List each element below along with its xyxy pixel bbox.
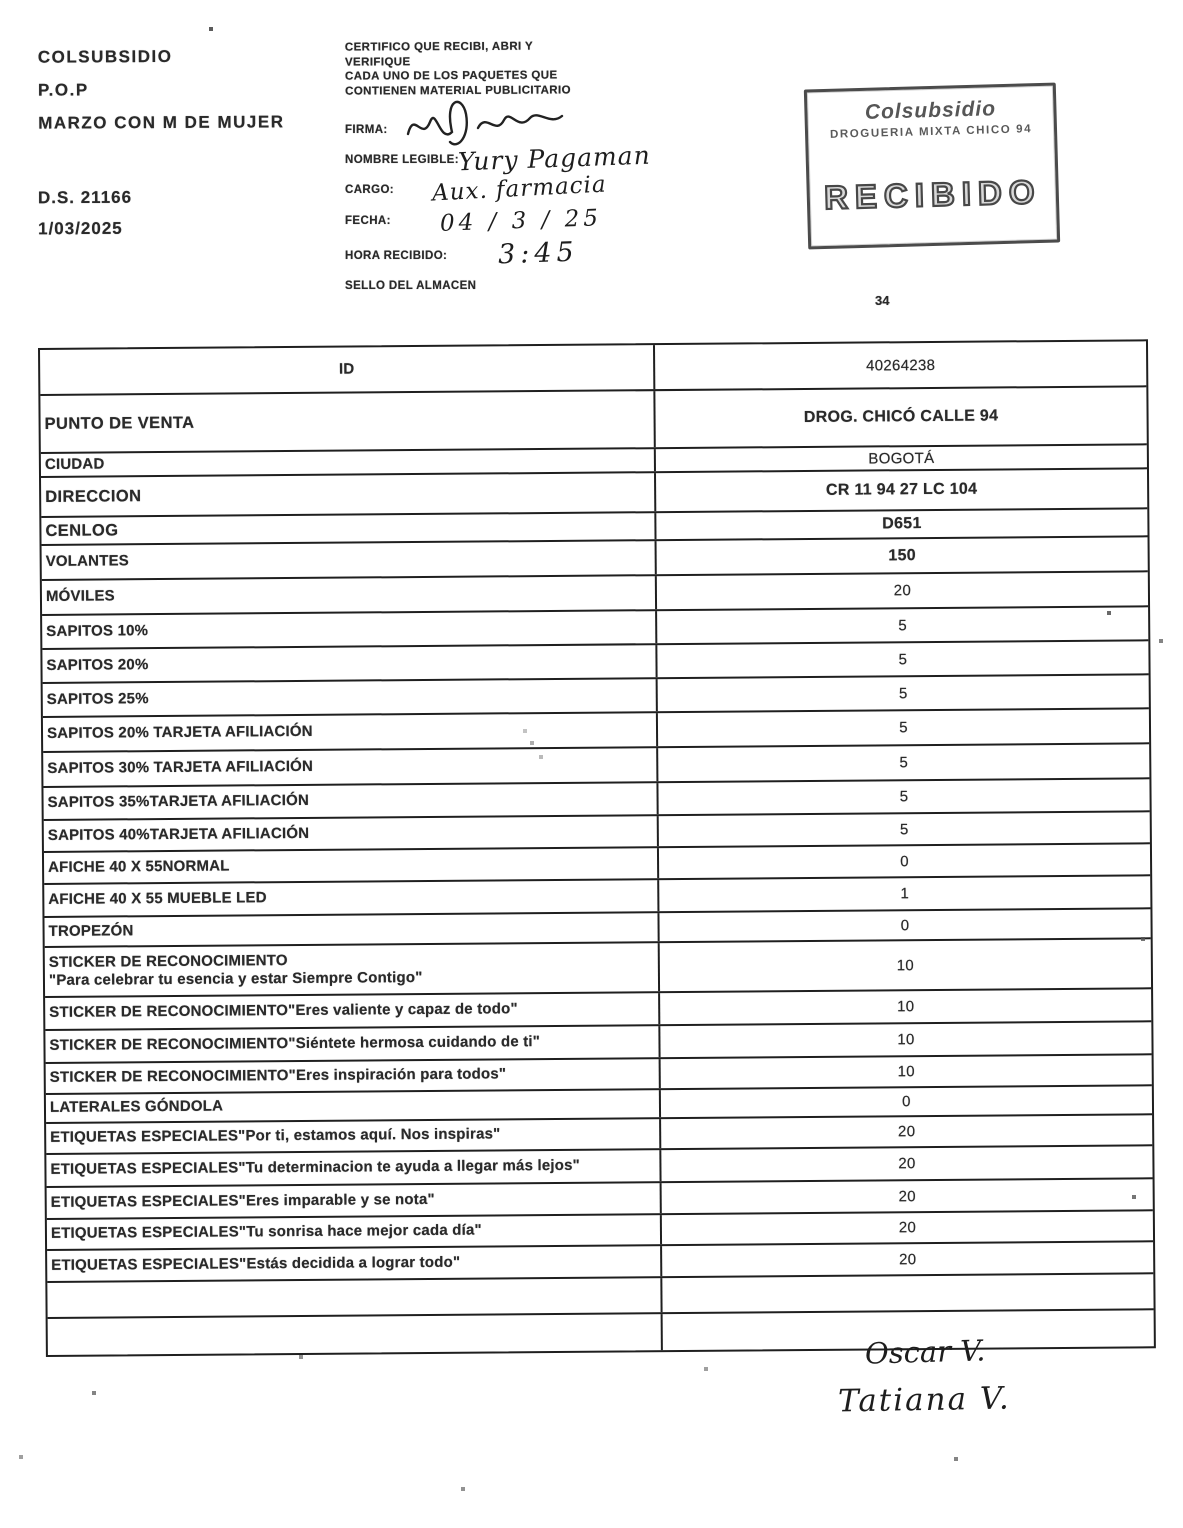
table-row — [40, 387, 1146, 454]
row-label: SAPITOS 40%TARJETA AFILIACIÓN — [44, 816, 659, 851]
row-label: ID — [40, 345, 655, 394]
row-label: CENLOG — [41, 513, 656, 544]
row-label: SAPITOS 25% — [43, 679, 658, 716]
row-value: 10 — [897, 1031, 915, 1049]
row-value: 1 — [900, 885, 910, 903]
row-value: 20 — [893, 582, 912, 600]
row-label: ETIQUETAS ESPECIALES"Tu sonrisa hace mejor cada día" — [47, 1215, 662, 1249]
recibido-stamp — [804, 83, 1060, 250]
row-value: 150 — [888, 546, 917, 564]
page-number: 34 — [875, 293, 890, 308]
stamp-status: RECIBIDO — [823, 172, 1042, 217]
row-label — [47, 1278, 662, 1317]
row-value: 20 — [897, 1123, 916, 1141]
row-value: 10 — [896, 956, 915, 974]
program-header — [38, 39, 285, 139]
row-label — [48, 1314, 663, 1355]
handwritten-name-tatiana: Tatiana V. — [837, 1380, 1012, 1420]
firma-label: FIRMA: — [345, 124, 388, 136]
row-value: D651 — [882, 515, 922, 533]
handwritten-name-oscar: Oscar V. — [864, 1333, 986, 1371]
nombre-legible-handwritten: Yury Pagaman — [457, 140, 652, 177]
stamp-location: DROGUERIA MIXTA CHICO 94 — [829, 123, 1033, 141]
row-value: 5 — [899, 754, 909, 772]
row-value: 0 — [900, 916, 910, 934]
row-value: 5 — [899, 788, 909, 806]
fecha-label: FECHA: — [345, 215, 391, 227]
row-label: STICKER DE RECONOCIMIENTO"Eres inspiración para todos" — [46, 1059, 661, 1093]
row-value: 5 — [898, 616, 908, 634]
sello-almacen-label: SELLO DEL ALMACEN — [345, 280, 477, 292]
row-value: 10 — [897, 1063, 915, 1081]
row-value: 5 — [898, 650, 908, 668]
row-label: MÓVILES — [42, 576, 657, 614]
row-value: 20 — [898, 1155, 916, 1173]
row-value: 20 — [898, 1187, 916, 1205]
row-label: STICKER DE RECONOCIMIENTO"Eres valiente y capaz de todo" — [45, 993, 660, 1029]
row-label: STICKER DE RECONOCIMIENTO "Para celebrar tu esencia y estar Siempre Contigo" — [45, 943, 660, 996]
row-value: DROG. CHICÓ CALLE 94 — [803, 407, 999, 426]
row-label: CIUDAD — [41, 449, 656, 476]
row-value: 5 — [898, 684, 908, 702]
scan-noise — [0, 0, 2, 2]
row-value: 0 — [902, 1093, 911, 1111]
table-row — [48, 1310, 1154, 1355]
row-value: 5 — [899, 820, 909, 838]
row-label: ETIQUETAS ESPECIALES"Eres imparable y se nota" — [47, 1183, 662, 1218]
stamp-brand-logo: Colsubsidio — [864, 97, 997, 124]
cargo-handwritten: Aux. farmacia — [431, 171, 608, 207]
fecha-handwritten: 04 / 3 / 25 — [439, 205, 603, 237]
row-label: ETIQUETAS ESPECIALES"Por ti, estamos aquí. Nos inspiras" — [46, 1119, 661, 1153]
row-value: 20 — [898, 1219, 917, 1237]
program-pop: P.O.P — [37, 80, 89, 100]
row-label: SAPITOS 30% TARJETA AFILIACIÓN — [43, 748, 658, 786]
row-value: CR 11 94 27 LC 104 — [825, 480, 978, 499]
certification-text — [345, 39, 571, 98]
row-label: VOLANTES — [42, 541, 657, 579]
certification-line: CADA UNO DE LOS PAQUETES QUE — [345, 69, 558, 83]
row-value: 5 — [899, 719, 908, 737]
row-value: BOGOTÁ — [868, 449, 935, 467]
row-label: SAPITOS 20% TARJETA AFILIACIÓN — [43, 713, 658, 751]
row-label: SAPITOS 20% — [42, 645, 657, 682]
row-label: SAPITOS 35%TARJETA AFILIACIÓN — [43, 783, 658, 819]
cargo-label: CARGO: — [345, 184, 395, 196]
dispatch-block — [38, 182, 132, 244]
nombre-legible-label: NOMBRE LEGIBLE: — [345, 154, 459, 166]
table-row — [45, 939, 1151, 998]
row-label: PUNTO DE VENTA — [40, 391, 655, 452]
row-value: 20 — [898, 1250, 917, 1268]
company-name: COLSUBSIDIO — [37, 46, 173, 67]
row-value: 40264238 — [866, 356, 936, 374]
row-label: SAPITOS 10% — [42, 611, 657, 648]
dispatch-number: D.S. 21166 — [37, 187, 133, 208]
row-label: AFICHE 40 X 55NORMAL — [44, 848, 659, 883]
hora-handwritten: 3:45 — [497, 236, 580, 271]
certification-line: CONTIENEN MATERIAL PUBLICITARIO — [345, 83, 571, 98]
row-label: TROPEZÓN — [44, 913, 659, 946]
campaign-name: MARZO CON M DE MUJER — [38, 112, 285, 133]
row-value: 10 — [896, 998, 915, 1016]
row-label: ETIQUETAS ESPECIALES"Tu determinacion te ayuda a llegar más lejos" — [46, 1150, 661, 1186]
row-label: LATERALES GÓNDOLA — [46, 1090, 661, 1122]
certification-line: CERTIFICO QUE RECIBI, ABRI Y — [344, 40, 534, 54]
row-label: DIRECCION — [41, 473, 656, 516]
row-value: 0 — [900, 852, 909, 870]
row-label: AFICHE 40 X 55 MUEBLE LED — [44, 880, 659, 916]
dispatch-date: 1/03/2025 — [38, 218, 123, 239]
row-value — [662, 1274, 1153, 1312]
row-label: STICKER DE RECONOCIMIENTO"Siéntete hermosa cuidando de ti" — [45, 1026, 660, 1062]
hora-recibido-label: HORA RECIBIDO: — [345, 250, 448, 262]
certification-line: VERIFIQUE — [344, 55, 411, 69]
row-label: ETIQUETAS ESPECIALES"Estás decidida a lograr todo" — [47, 1246, 662, 1281]
material-table — [38, 339, 1156, 1357]
